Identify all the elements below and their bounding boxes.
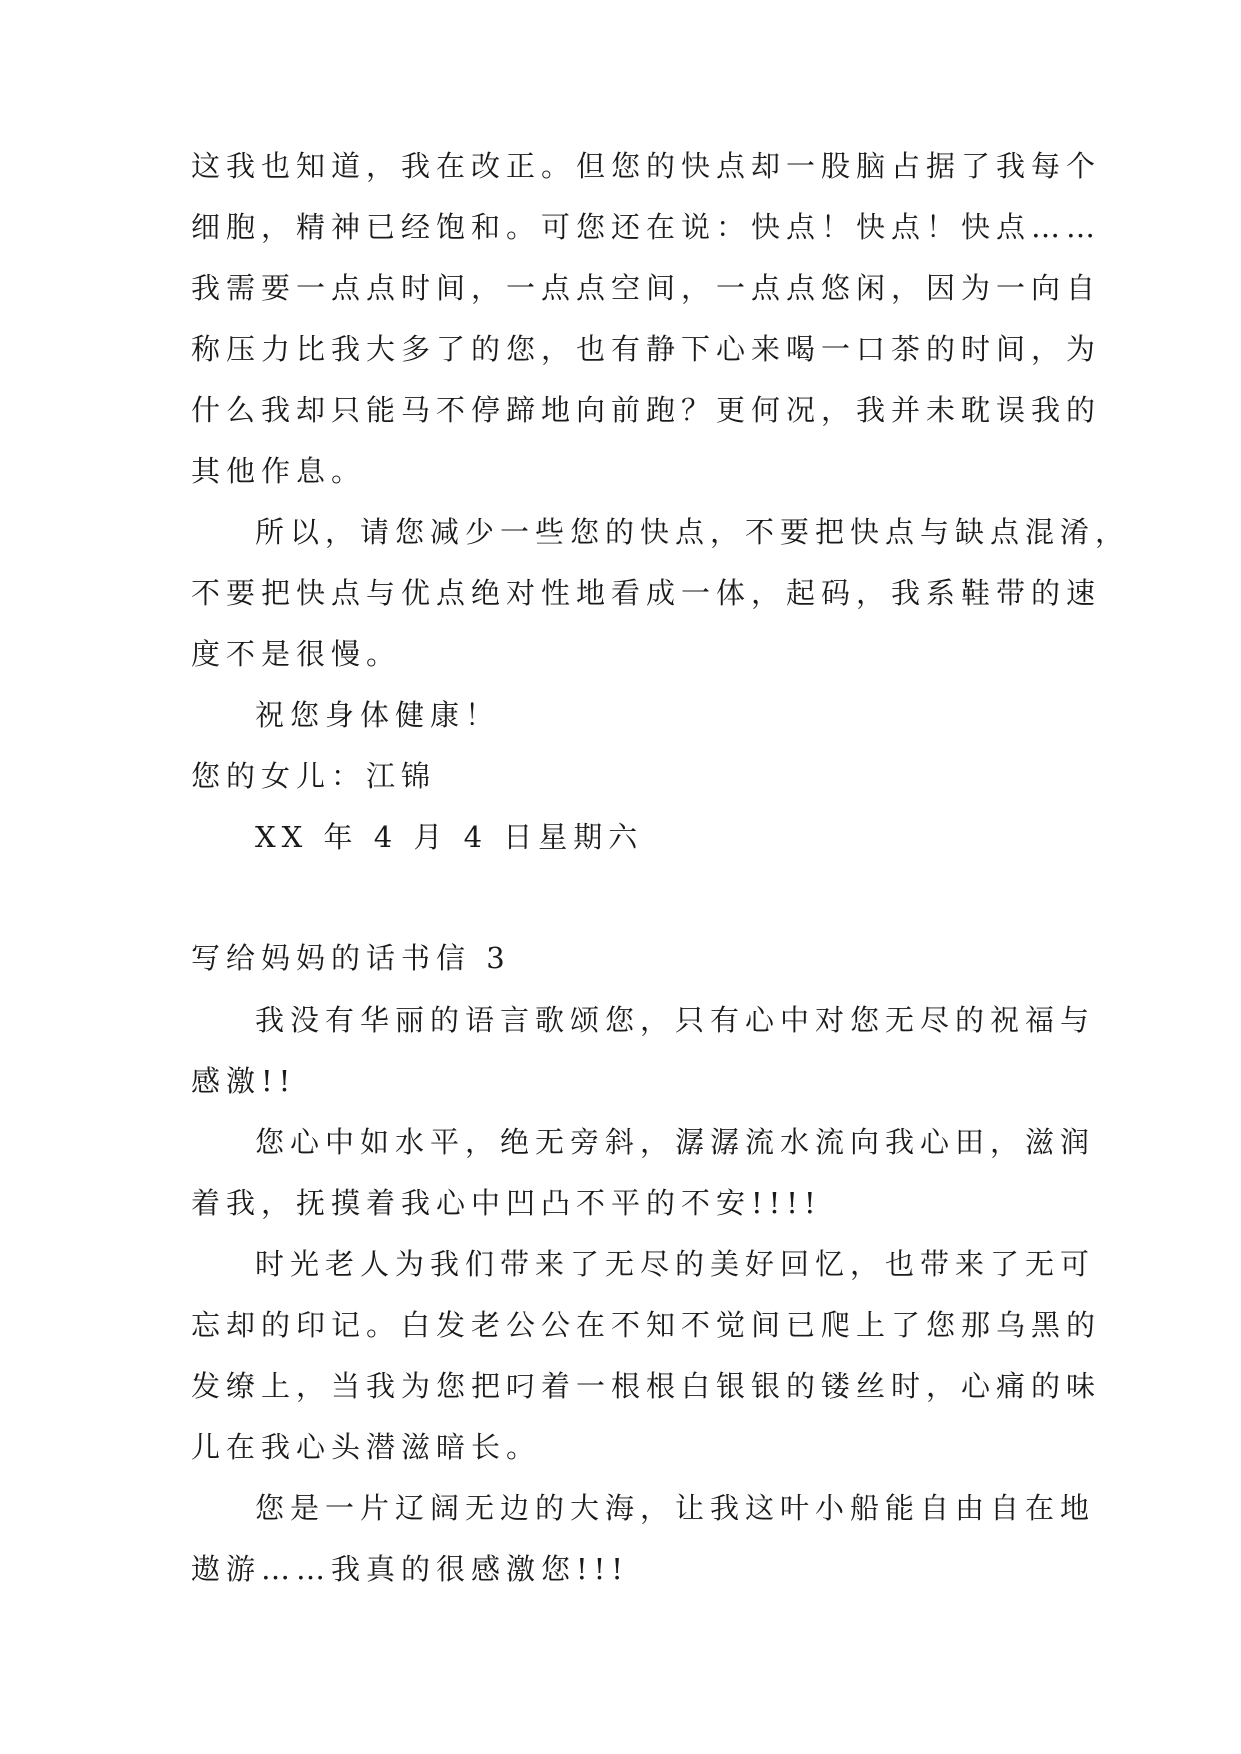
section-title: 写给妈妈的话书信 3 [191,941,511,975]
letter-date: XX 年 4 月 4 日星期六 [255,820,644,854]
text-line: 时光老人为我们带来了无尽的美好回忆，也带来了无可 [255,1247,1096,1281]
letter3-paragraph [191,990,1096,1112]
signature: 您的女儿：江锦 [191,759,437,793]
text-line: 细胞，精神已经饱和。可您还在说：快点！快点！快点…… [191,210,1102,244]
text-line: 什么我却只能马不停蹄地向前跑？更何况，我并未耽误我的 [191,393,1102,427]
text-line: 儿在我心头潜滋暗长。 [191,1430,542,1464]
paragraph-request [191,502,1131,685]
text-line: 遨游……我真的很感激您!!! [191,1552,629,1586]
text-line: 着我，抚摸着我心中凹凸不平的不安!!!! [191,1186,822,1220]
text-line: 您是一片辽阔无边的大海，让我这叶小船能自由自在地 [255,1491,1096,1525]
text-line: 其他作息。 [191,454,367,488]
text-line: 我需要一点点时间，一点点空间，一点点悠闲，因为一向自 [191,271,1102,305]
text-line: 我没有华丽的语言歌颂您，只有心中对您无尽的祝福与 [255,1003,1096,1037]
closing-wish: 祝您身体健康！ [255,698,501,732]
text-line: 称压力比我大多了的您，也有静下心来喝一口茶的时间，为 [191,332,1102,366]
letter3-paragraph [191,1478,1096,1600]
text-line: 度不是很慢。 [191,637,402,671]
letter3-paragraph [191,1234,1102,1478]
text-line: 您心中如水平，绝无旁斜，潺潺流水流向我心田，滋润 [255,1125,1096,1159]
text-line: 忘却的印记。白发老公公在不知不觉间已爬上了您那乌黑的 [191,1308,1102,1342]
text-line: 感激!! [191,1064,297,1098]
text-line: 所以，请您减少一些您的快点，不要把快点与缺点混淆， [255,515,1131,549]
text-line: 不要把快点与优点绝对性地看成一体，起码，我系鞋带的速 [191,576,1102,610]
paragraph-continuation [191,136,1102,502]
text-line: 这我也知道，我在改正。但您的快点却一股脑占据了我每个 [191,149,1102,183]
text-line: 发缭上，当我为您把叼着一根根白银银的镂丝时，心痛的味 [191,1369,1102,1403]
letter3-paragraph [191,1112,1096,1234]
